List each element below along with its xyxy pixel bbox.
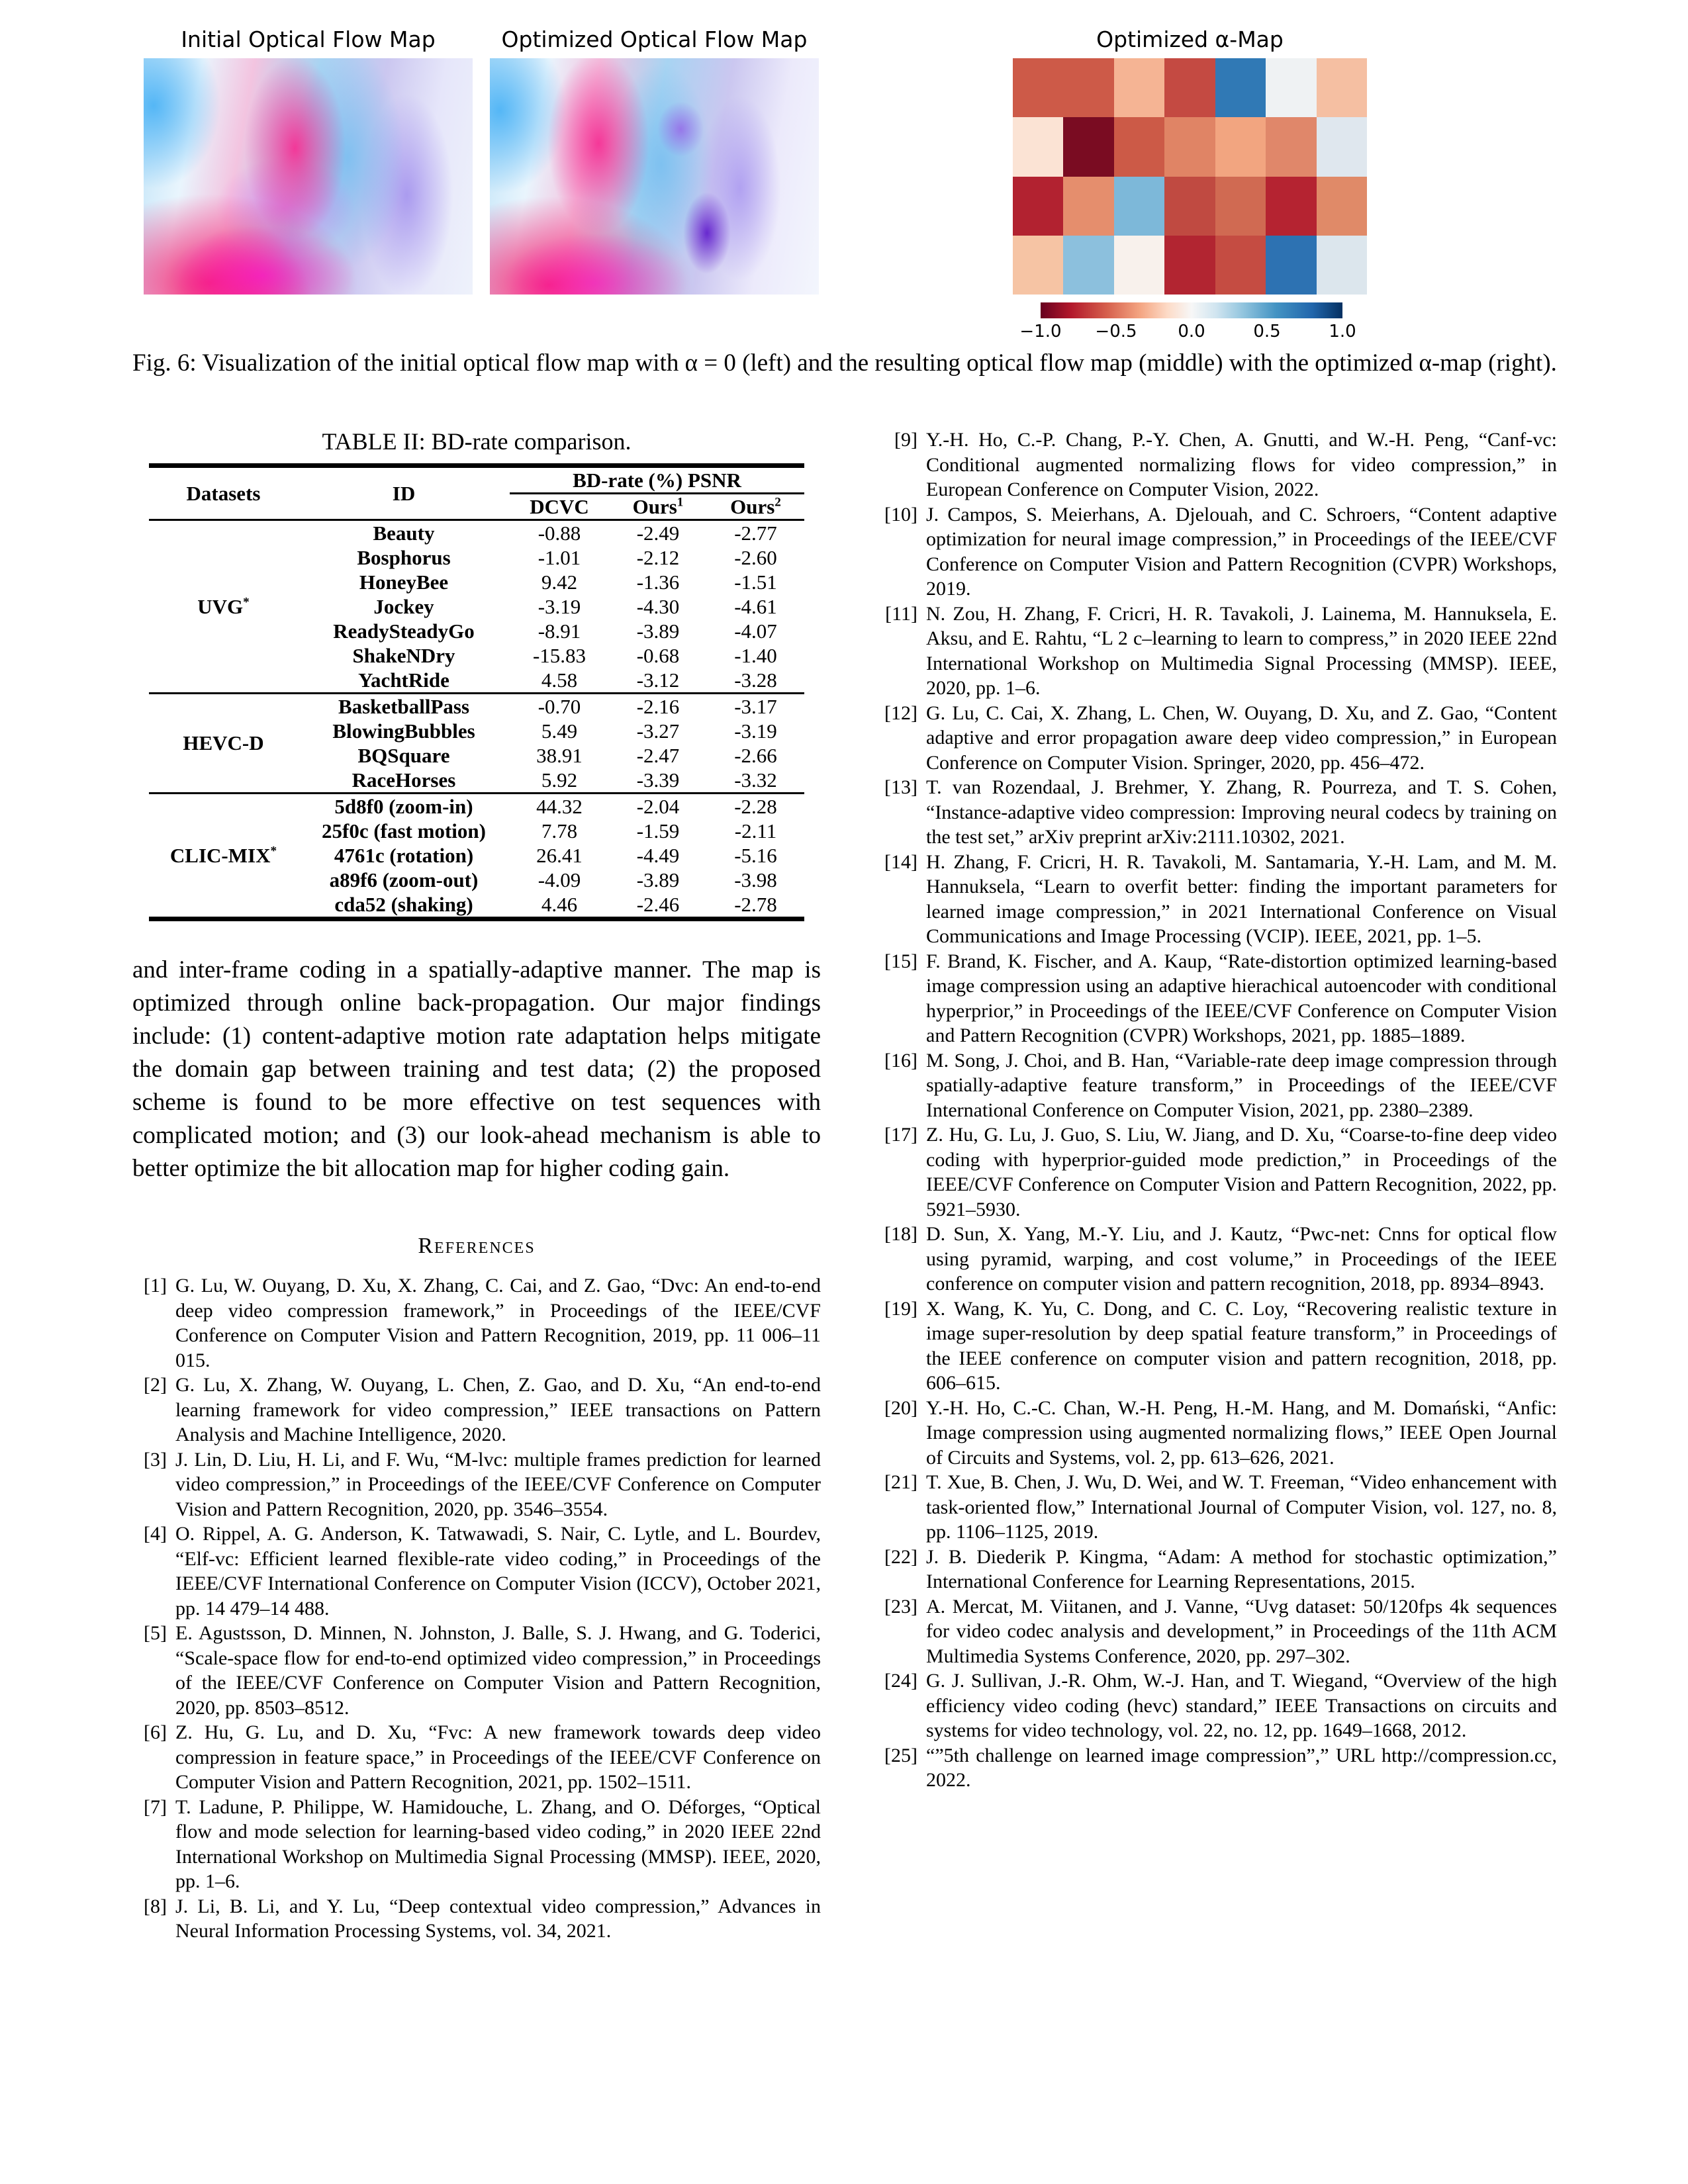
heatmap-cell	[1164, 58, 1215, 117]
reference-item	[132, 1795, 821, 1894]
sequence-id-cell: Beauty	[373, 521, 435, 545]
bdrate-value-cell: -3.17	[707, 694, 804, 719]
left-column	[132, 428, 821, 1942]
reference-number: [15]	[884, 950, 917, 972]
bdrate-value-cell: -4.09	[538, 868, 581, 891]
bdrate-value-cell: -3.98	[734, 868, 777, 891]
reference-text: G. Lu, W. Ouyang, D. Xu, X. Zhang, C. Cai, and Z. Gao, “Dvc: An end-to-end deep video compression framework,” in Proceedings of the IEEE/CVF Conference on Computer Vision and Pattern Recognition, 2019, pp. 11 006–11 015.	[175, 1275, 821, 1371]
reference-number: [1]	[144, 1275, 167, 1297]
reference-text: J. Li, B. Li, and Y. Lu, “Deep contextual video compression,” Advances in Neural Information Processing Systems, vol. 34, 2021.	[175, 1895, 821, 1942]
colorbar-ticks	[1019, 322, 1356, 343]
reference-text: D. Sun, X. Yang, M.-Y. Liu, and J. Kautz, “Pwc-net: Cnns for optical flow using pyramid, warping, and cost volume,” in Proceedings of the IEEE conference on computer vision and pattern recognition, 2018, pp. 8934–8943.	[926, 1223, 1557, 1295]
heatmap-cell	[1317, 58, 1367, 117]
sequence-id-cell: YachtRide	[358, 668, 449, 692]
heatmap-cell	[1114, 177, 1164, 236]
reference-number: [6]	[144, 1721, 167, 1743]
bdrate-value-cell: -3.32	[734, 768, 777, 792]
bdrate-value-cell: -3.19	[538, 594, 581, 618]
bdrate-value-cell: -8.91	[538, 619, 581, 643]
reference-number: [3]	[144, 1448, 167, 1471]
reference-item	[132, 1373, 821, 1447]
reference-number: [5]	[144, 1622, 167, 1644]
table-row	[149, 694, 804, 719]
sequence-id-cell: Jockey	[373, 594, 434, 618]
reference-text: O. Rippel, A. G. Anderson, K. Tatwawadi, S. Nair, C. Lytle, and L. Bourdev, “Elf-vc: Efficient learned flexible-rate video coding,” in Proceedings of the IEEE/CVF International Conference on Computer Vision (ICCV), October 2021, pp. 14 479–14 488.	[175, 1523, 821, 1619]
bdrate-value-cell: -2.16	[609, 694, 707, 719]
colorbar-tick-label: 1.0	[1329, 322, 1356, 341]
reference-item	[867, 1545, 1557, 1594]
reference-item	[132, 1621, 821, 1720]
reference-number: [17]	[884, 1124, 917, 1146]
reference-item	[867, 775, 1557, 850]
dataset-group-label: HEVC-D	[149, 694, 298, 794]
heatmap-cell	[1215, 236, 1266, 295]
col-header-dcvc: DCVC	[510, 494, 609, 520]
sequence-id-cell: a89f6 (zoom-out)	[329, 868, 479, 891]
reference-item	[867, 1222, 1557, 1297]
bdrate-value-cell: -2.11	[734, 819, 777, 842]
colorbar-tick-label: −0.5	[1095, 322, 1137, 341]
bdrate-value-cell: -15.83	[532, 643, 586, 667]
bdrate-value-cell: 44.32	[510, 794, 609, 819]
heatmap-cell	[1164, 177, 1215, 236]
reference-item	[132, 1522, 821, 1621]
optimized-optical-flow-image	[490, 58, 819, 295]
sequence-id-cell: Bosphorus	[357, 545, 451, 569]
bdrate-value-cell: -4.61	[734, 594, 777, 618]
reference-number: [25]	[884, 1744, 917, 1766]
heatmap-cell	[1114, 236, 1164, 295]
reference-text: G. Lu, C. Cai, X. Zhang, L. Chen, W. Ouyang, D. Xu, and Z. Gao, “Content adaptive and error propagation aware deep video compression,” in European Conference on Computer Vision. Springer, 2020, pp. 456–472.	[926, 702, 1557, 774]
reference-item	[867, 602, 1557, 701]
bdrate-value-cell: -1.51	[734, 570, 777, 594]
heatmap-cell	[1317, 117, 1367, 176]
bdrate-value-cell: -3.89	[636, 868, 680, 891]
reference-item	[867, 1297, 1557, 1396]
heatmap-cell	[1266, 117, 1316, 176]
reference-item	[867, 1048, 1557, 1123]
reference-text: E. Agustsson, D. Minnen, N. Johnston, J. Balle, S. J. Hwang, and G. Toderici, “Scale-space flow for end-to-end optimized video compression,” in Proceedings of the IEEE/CVF Conference on Computer Vision and Pattern Recognition, 2020, pp. 8503–8512.	[175, 1622, 821, 1719]
col-header-bdrate-group: BD-rate (%) PSNR	[510, 466, 804, 494]
reference-text: X. Wang, K. Yu, C. Dong, and C. C. Loy, “Recovering realistic texture in image super-resolution by deep spatial feature transform,” in Proceedings of the IEEE conference on computer vision and pattern recognition, 2018, pp. 606–615.	[926, 1297, 1557, 1394]
reference-text: Z. Hu, G. Lu, J. Guo, S. Liu, W. Jiang, and D. Xu, “Coarse-to-fine deep video coding with hyperprior-guided mode prediction,” in Proceedings of the IEEE/CVF Conference on Computer Vision and Pattern Recognition, 2022, pp. 5921–5930.	[926, 1124, 1557, 1220]
reference-item	[867, 1396, 1557, 1471]
reference-number: [23]	[884, 1595, 917, 1617]
heatmap-cell	[1266, 236, 1316, 295]
heatmap-cell	[1013, 236, 1063, 295]
reference-item	[867, 1743, 1557, 1793]
bdrate-value-cell: -2.49	[636, 521, 680, 545]
reference-number: [16]	[884, 1049, 917, 1071]
reference-text: M. Song, J. Choi, and B. Han, “Variable-rate deep image compression through spatially-adaptive feature transform,” in Proceedings of the IEEE/CVF International Conference on Computer Vision, 2021, pp. 2380–2389.	[926, 1049, 1557, 1121]
reference-text: Y.-H. Ho, C.-P. Chang, P.-Y. Chen, A. Gnutti, and W.-H. Peng, “Canf-vc: Conditional augmented normalizing flows for video compression,” in European Conference on Computer Vision, 2022.	[926, 429, 1557, 500]
heatmap-cell	[1013, 117, 1063, 176]
bdrate-value-cell: -1.01	[538, 545, 581, 569]
reference-text: J. Lin, D. Liu, H. Li, and F. Wu, “M-lvc: multiple frames prediction for learned video compression,” in Proceedings of the IEEE/CVF Conference on Computer Vision and Pattern Recognition, 2020, pp. 3546–3554.	[175, 1448, 821, 1520]
table-row	[149, 520, 804, 546]
reference-text: N. Zou, H. Zhang, F. Cricri, H. R. Tavakoli, J. Lainema, M. Hannuksela, E. Aksu, and E. Rahtu, “L 2 c–learning to learn to compress,” in 2020 IEEE 22nd International Workshop on Multimedia Signal Processing (MMSP). IEEE, 2020, pp. 1–6.	[926, 602, 1557, 699]
reference-text: F. Brand, K. Fischer, and A. Kaup, “Rate-distortion optimized learning-based image compression using an adaptive hierachical autoencoder with conditional hyperprior,” in Proceedings of the IEEE/CVF Conference on Computer Vision and Pattern Recognition (CVPR) Workshops, 2021, pp. 1885–1889.	[926, 950, 1557, 1046]
heatmap-cell	[1266, 58, 1316, 117]
reference-text: “”5th challenge on learned image compression”,” URL http://compression.cc, 2022.	[926, 1744, 1557, 1791]
reference-text: T. Xue, B. Chen, J. Wu, D. Wei, and W. T. Freeman, “Video enhancement with task-oriented flow,” International Journal of Computer Vision, vol. 127, no. 8, pp. 1106–1125, 2019.	[926, 1471, 1557, 1543]
reference-number: [2]	[144, 1374, 167, 1396]
bdrate-value-cell: -3.19	[734, 719, 777, 743]
col-header-datasets: Datasets	[149, 466, 298, 520]
reference-number: [24]	[884, 1670, 917, 1692]
bdrate-value-cell: 9.42	[541, 570, 578, 594]
reference-text: G. Lu, X. Zhang, W. Ouyang, L. Chen, Z. Gao, and D. Xu, “An end-to-end learning framework for video compression,” IEEE transactions on Pattern Analysis and Machine Intelligence, 2020.	[175, 1374, 821, 1445]
bdrate-value-cell: -3.28	[734, 668, 777, 692]
sequence-id-cell: BQSquare	[357, 743, 450, 767]
bdrate-value-cell: 5.49	[541, 719, 578, 743]
heatmap-cell	[1317, 177, 1367, 236]
reference-item	[867, 1668, 1557, 1743]
bdrate-value-cell: -0.70	[510, 694, 609, 719]
reference-number: [20]	[884, 1396, 917, 1419]
bdrate-value-cell: -4.07	[734, 619, 777, 643]
reference-number: [11]	[885, 602, 917, 625]
reference-number: [8]	[144, 1895, 167, 1917]
bdrate-table	[149, 463, 804, 921]
reference-number: [4]	[144, 1523, 167, 1545]
reference-item	[132, 1447, 821, 1522]
bdrate-value-cell: -2.77	[734, 521, 777, 545]
reference-number: [14]	[884, 850, 917, 873]
heatmap-cell	[1013, 177, 1063, 236]
initial-optical-flow-image	[144, 58, 473, 295]
bdrate-value-cell: -2.04	[609, 794, 707, 819]
sequence-id-cell: ReadySteadyGo	[333, 619, 475, 643]
bdrate-value-cell: -4.30	[636, 594, 680, 618]
reference-number: [13]	[884, 776, 917, 798]
bdrate-value-cell: 4.58	[541, 668, 578, 692]
alpha-map-heatmap	[1013, 58, 1367, 295]
references-list-right	[867, 428, 1557, 1793]
col-header-ours2: Ours$^2$	[707, 494, 804, 520]
table-title: TABLE II: BD-rate comparison.	[322, 428, 632, 455]
reference-text: Z. Hu, G. Lu, and D. Xu, “Fvc: A new framework towards deep video compression in feature space,” in Proceedings of the IEEE/CVF Conference on Computer Vision and Pattern Recognition, 2021, pp. 1502–1511.	[175, 1721, 821, 1793]
reference-text: J. Campos, S. Meierhans, A. Djelouah, and C. Schroers, “Content adaptive optimization for neural image compression,” in Proceedings of the IEEE/CVF Conference on Computer Vision and Pattern Recognition (CVPR) Workshops, 2019.	[926, 503, 1557, 600]
bdrate-value-cell: 4.46	[541, 892, 578, 916]
heatmap-cell	[1164, 117, 1215, 176]
bdrate-value-cell: 5.92	[541, 768, 578, 792]
reference-item	[867, 949, 1557, 1048]
reference-item	[132, 1720, 821, 1795]
panel-title-optimized-flow: Optimized Optical Flow Map	[501, 26, 808, 52]
sequence-id-cell: BasketballPass	[298, 694, 510, 719]
bdrate-value-cell: -2.78	[734, 892, 777, 916]
dataset-group-label: UVG*	[197, 594, 250, 618]
reference-item	[867, 1122, 1557, 1222]
sequence-id-cell: ShakeNDry	[352, 643, 455, 667]
table-row	[149, 794, 804, 819]
heatmap-cell	[1215, 177, 1266, 236]
bdrate-table-body	[149, 520, 804, 919]
bdrate-value-cell: -2.28	[707, 794, 804, 819]
bdrate-value-cell: 26.41	[536, 843, 583, 867]
reference-text: T. van Rozendaal, J. Brehmer, Y. Zhang, R. Pourreza, and T. S. Cohen, “Instance-adaptive video compression: Improving neural codecs by training on the test set,” arXiv preprint arXiv:2111.10302, 2021.	[926, 776, 1557, 848]
reference-number: [7]	[144, 1796, 167, 1818]
bdrate-value-cell: -4.49	[636, 843, 680, 867]
bdrate-value-cell: -2.47	[636, 743, 680, 767]
col-header-id: ID	[298, 466, 510, 520]
sequence-id-cell: RaceHorses	[352, 768, 456, 792]
references-right	[867, 428, 1557, 1793]
bdrate-value-cell: -1.59	[636, 819, 680, 842]
sequence-id-cell: cda52 (shaking)	[334, 892, 473, 916]
colorbar-tick-label: 0.5	[1253, 322, 1281, 341]
bdrate-value-cell: -3.12	[636, 668, 680, 692]
sequence-id-cell: 4761c (rotation)	[334, 843, 474, 867]
bdrate-value-cell: -2.66	[734, 743, 777, 767]
bdrate-value-cell: -2.46	[636, 892, 680, 916]
reference-item	[867, 1594, 1557, 1669]
heatmap-cell	[1266, 177, 1316, 236]
bdrate-value-cell: -5.16	[734, 843, 777, 867]
bdrate-value-cell: -0.68	[636, 643, 680, 667]
reference-item	[867, 701, 1557, 776]
bdrate-value-cell: -3.39	[636, 768, 680, 792]
heatmap-cell	[1063, 117, 1113, 176]
heatmap-cell	[1215, 117, 1266, 176]
heatmap-cell	[1063, 177, 1113, 236]
reference-item	[132, 1894, 821, 1944]
sequence-id-cell: 5d8f0 (zoom-in)	[298, 794, 510, 819]
heatmap-cell	[1114, 117, 1164, 176]
bdrate-value-cell: 38.91	[536, 743, 583, 767]
figure-caption: Fig. 6: Visualization of the initial optical flow map with α = 0 (left) and the resulting optical flow map (middle) with the optimized α-map (right).	[132, 349, 1557, 377]
heatmap-cell	[1215, 58, 1266, 117]
bdrate-value-cell: -3.27	[636, 719, 680, 743]
reference-number: [12]	[884, 702, 917, 724]
heatmap-cell	[1063, 58, 1113, 117]
bdrate-value-cell: -1.40	[734, 643, 777, 667]
sequence-id-cell: HoneyBee	[359, 570, 449, 594]
bdrate-value-cell: -3.89	[636, 619, 680, 643]
reference-number: [19]	[884, 1297, 917, 1320]
panel-title-initial-flow: Initial Optical Flow Map	[181, 26, 436, 52]
body-paragraph: and inter-frame coding in a spatially-adaptive manner. The map is optimized through online back-propagation. Our major findings include: (1) content-adaptive motion rate adaptation helps mitigate the domain gap between training and test data; (2) the proposed scheme is found to be more effective on test sequences with complicated motion; and (3) our look-ahead mechanism is able to better optimize the bit allocation map for higher coding gain.	[132, 956, 821, 1182]
heatmap-cell	[1317, 236, 1367, 295]
references-list-left	[132, 1273, 821, 1944]
heatmap-cell	[1164, 236, 1215, 295]
reference-text: Y.-H. Ho, C.-C. Chan, W.-H. Peng, H.-M. Hang, and M. Domański, “Anfic: Image compression using augmented normalizing flows,” IEEE Open Journal of Circuits and Systems, vol. 2, pp. 613–626, 2021.	[926, 1396, 1557, 1469]
references-heading: References	[418, 1234, 536, 1258]
reference-text: A. Mercat, M. Viitanen, and J. Vanne, “Uvg dataset: 50/120fps 4k sequences for video codec analysis and development,” in Proceedings of the 11th ACM Multimedia Systems Conference, 2020, pp. 297–302.	[926, 1595, 1557, 1667]
heatmap-cell	[1063, 236, 1113, 295]
reference-number: [18]	[884, 1223, 917, 1245]
sequence-id-cell: BlowingBubbles	[332, 719, 475, 743]
heatmap-cell	[1013, 58, 1063, 117]
reference-item	[867, 850, 1557, 949]
bdrate-value-cell: -2.12	[636, 545, 680, 569]
reference-item	[867, 502, 1557, 602]
reference-number: [21]	[884, 1471, 917, 1493]
bdrate-value-cell: -0.88	[538, 521, 581, 545]
references-left	[132, 1234, 821, 1944]
reference-text: G. J. Sullivan, J.-R. Ohm, W.-J. Han, and T. Wiegand, “Overview of the high efficiency video coding (hevc) standard,” IEEE Transactions on circuits and systems for video technology, vol. 22, no. 12, pp. 1649–1668, 2012.	[926, 1670, 1557, 1741]
panel-title-alpha-map: Optimized α-Map	[1096, 26, 1284, 52]
colorbar-tick-label: 0.0	[1178, 322, 1205, 341]
colorbar-tick-label: −1.0	[1019, 322, 1062, 341]
sequence-id-cell: 25f0c (fast motion)	[322, 819, 486, 842]
bdrate-value-cell: -1.36	[636, 570, 680, 594]
reference-item	[867, 1470, 1557, 1545]
col-header-ours1: Ours$^1$	[609, 494, 707, 520]
reference-number: [10]	[884, 503, 917, 525]
reference-text: J. B. Diederik P. Kingma, “Adam: A method for stochastic optimization,” International Conference for Learning Representations, 2015.	[926, 1545, 1557, 1592]
reference-number: [9]	[894, 429, 917, 451]
heatmap-cell	[1114, 58, 1164, 117]
reference-item	[867, 428, 1557, 502]
bdrate-value-cell: -2.60	[734, 545, 777, 569]
reference-item	[132, 1273, 821, 1373]
reference-text: H. Zhang, F. Cricri, H. R. Tavakoli, M. Santamaria, Y.-H. Lam, and M. M. Hannuksela, “Learn to overfit better: finding the important parameters for learned image compression,” in 2021 International Conference on Visual Communications and Image Processing (VCIP). IEEE, 2021, pp. 1–5.	[926, 850, 1557, 947]
colorbar	[1041, 302, 1342, 318]
dataset-group-label: CLIC-MIX*	[149, 794, 298, 919]
reference-text: T. Ladune, P. Philippe, W. Hamidouche, L. Zhang, and O. Déforges, “Optical flow and mode selection for learning-based video coding,” in 2020 IEEE 22nd International Workshop on Multimedia Signal Processing (MMSP). IEEE, 2020, pp. 1–6.	[175, 1796, 821, 1892]
bdrate-value-cell: 7.78	[541, 819, 578, 842]
reference-number: [22]	[884, 1545, 917, 1568]
